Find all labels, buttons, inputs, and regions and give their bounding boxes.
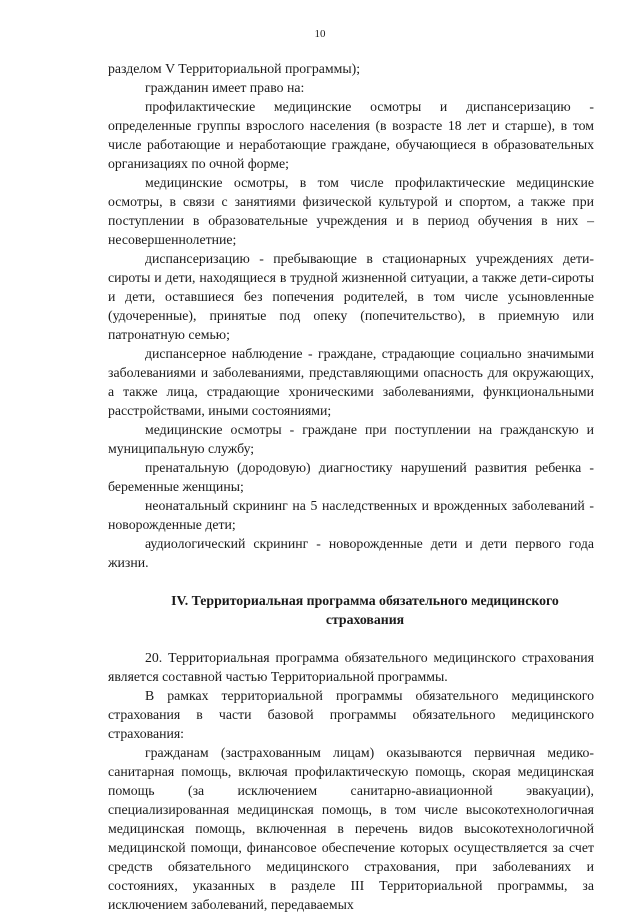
page-number: 10	[314, 28, 326, 40]
paragraph: аудиологический скрининг - новорожденные дети и дети первого года жизни.	[108, 536, 594, 570]
paragraph: пренатальную (дородовую) диагностику нарушений развития ребенка - беременные женщины;	[108, 460, 594, 494]
paragraph: В рамках территориальной программы обязательного медицинского страхования в части базовой программы обязательного медицинского страхования:	[108, 688, 594, 741]
paragraph: диспансеризацию - пребывающие в стационарных учреждениях дети-сироты и дети, находящиеся в трудной жизненной ситуации, а также дети-сироты и дети, оставшиеся без попечения родителей, в том числе усыновленные (удочеренные), принятые под опеку (попечительство), в приемную или патронатную семью;	[108, 251, 594, 342]
paragraph: профилактические медицинские осмотры и диспансеризацию - определенные группы взрослого населения (в возрасте 18 лет и старше), в том числе работающие и неработающие граждане, обучающиеся в образовательных организациях по очной форме;	[108, 99, 594, 171]
section-heading: IV. Территориальная программа обязательного медицинского страхования	[171, 593, 559, 627]
paragraph: разделом V Территориальной программы);	[108, 61, 361, 76]
paragraph: медицинские осмотры, в том числе профилактические медицинские осмотры, в связи с занятиями физической культурой и спортом, а также при поступлении в образовательные учреждения и в период обучения в них – несовершеннолетние;	[108, 175, 594, 247]
spacer	[108, 572, 594, 591]
paragraph: медицинские осмотры - граждане при поступлении на гражданскую и муниципальную службу;	[108, 422, 594, 456]
paragraphs-before	[108, 59, 594, 572]
paragraph: гражданин имеет право на:	[145, 80, 305, 95]
paragraph: гражданам (застрахованным лицам) оказываются первичная медико-санитарная помощь, включая профилактическую помощь, скорая медицинская помощь (за исключением санитарно-авиационной эвакуации), специализированная медицинская помощь, в том числе высокотехнологичная медицинская помощь, включенная в перечень видов высокотехнологичной медицинской помощи, финансовое обеспечение которых осуществляется за счет средств обязательного медицинского страхования, при заболеваниях и состояниях, указанных в разделе III Территориальной программы, за исключением заболеваний, передаваемых	[108, 745, 594, 912]
paragraph: диспансерное наблюдение - граждане, страдающие социально значимыми заболеваниями и заболеваниями, представляющими опасность для окружающих, а также лица, страдающие хроническими заболеваниями, функциональными расстройствами, иными состояниями;	[108, 346, 594, 418]
paragraph: неонатальный скрининг на 5 наследственных и врожденных заболеваний - новорожденные дети;	[108, 498, 594, 532]
spacer	[108, 629, 594, 648]
paragraphs-after	[108, 648, 594, 914]
paragraph: 20. Территориальная программа обязательного медицинского страхования является составной частью Территориальной программы.	[108, 650, 594, 684]
document-body	[108, 59, 594, 914]
